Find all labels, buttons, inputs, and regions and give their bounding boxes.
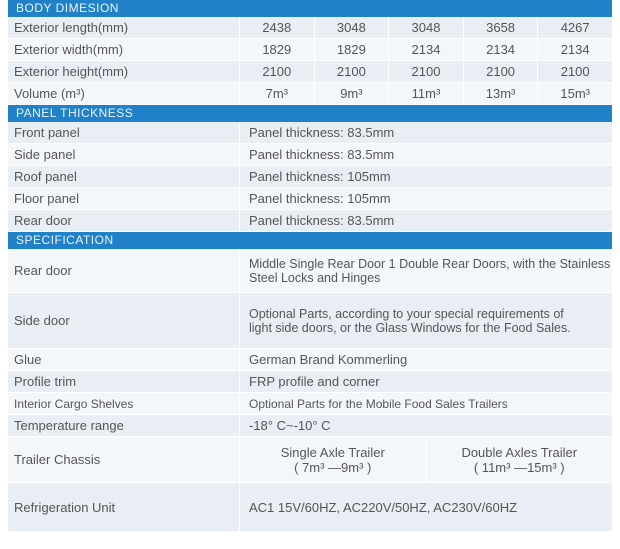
table-row (8, 61, 612, 83)
table-cell: 2100 (262, 64, 292, 79)
table-row (8, 371, 612, 393)
row-value: FRP profile and corner (249, 374, 380, 389)
row-value: German Brand Kommerling (249, 352, 408, 367)
row-value: Panel thickness: 105mm (249, 191, 391, 206)
table-cell: 4267 (537, 17, 612, 38)
row-label: Trailer Chassis (8, 437, 240, 482)
row-value: Panel thickness: 83.5mm (249, 147, 395, 162)
row-value: Panel thickness: 83.5mm (249, 213, 395, 228)
table-row (8, 166, 612, 188)
row-label: Exterior height(mm) (8, 61, 240, 82)
row-label: Interior Cargo Shelves (8, 393, 240, 414)
chassis-double (426, 437, 613, 482)
row-label: Roof panel (8, 166, 240, 187)
chassis-single-title: Single Axle Trailer (280, 444, 385, 460)
row-value: AC1 15V/60HZ, AC220V/50HZ, AC230V/60HZ (249, 499, 518, 515)
row-label: Temperature range (8, 415, 240, 436)
table-cell: 2134 (463, 39, 538, 60)
row-label: Floor panel (8, 188, 240, 209)
row-label: Volume (m³) (8, 83, 240, 104)
table-cell: 3048 (388, 17, 463, 38)
table-cell: 2134 (537, 39, 612, 60)
row-value: -18° C~-10° C (249, 418, 331, 433)
table-cell: 1829 (314, 39, 389, 60)
table-cell: 15m³ (537, 83, 612, 104)
table-cell: 3658 (463, 17, 538, 38)
row-label: Exterior length(mm) (8, 17, 240, 38)
chassis-double-range: ( 11m³ —15m³ ) (473, 459, 565, 475)
table-cell: 2100 (314, 61, 389, 82)
chassis-double-title: Double Axles Trailer (461, 444, 578, 460)
section-header-spec: SPECIFICATION (8, 232, 612, 249)
row-label: Front panel (8, 122, 240, 143)
table-row (8, 83, 612, 105)
table-row (8, 437, 612, 483)
row-value: Optional Parts, according to your special requirements of light side doors, or the Glass Windows for the Food Sales. (249, 306, 571, 335)
table-row (8, 144, 612, 166)
table-cell: 2100 (463, 61, 538, 82)
table-row (8, 415, 612, 437)
chassis-options (240, 437, 612, 482)
table-row (8, 39, 612, 61)
table-cell: 2134 (388, 39, 463, 60)
row-label: Side door (8, 293, 240, 348)
table-cell: 2100 (537, 61, 612, 82)
chassis-single-range: ( 7m³ —9m³ ) (294, 459, 372, 475)
table-cell: 7m³ (265, 86, 288, 101)
table-cell: 2100 (388, 61, 463, 82)
row-value: Panel thickness: 83.5mm (249, 125, 395, 140)
table-row (8, 188, 612, 210)
table-row (8, 210, 612, 232)
table-cell: 1829 (262, 42, 292, 57)
table-row (8, 483, 612, 532)
row-value: Panel thickness: 105mm (249, 169, 391, 184)
section-header-body: BODY DIMESION (8, 0, 612, 17)
spec-table (8, 0, 612, 532)
row-label: Glue (8, 349, 240, 370)
row-label: Refrigeration Unit (8, 483, 240, 531)
table-row (8, 293, 612, 349)
table-row (8, 393, 612, 415)
table-cell: 11m³ (388, 83, 463, 104)
row-label: Side panel (8, 144, 240, 165)
row-label: Rear door (8, 249, 240, 292)
row-value: Middle Single Rear Door 1 Double Rear Doors, with the Stainless Steel Locks and Hinges (249, 256, 611, 285)
row-label: Profile trim (8, 371, 240, 392)
table-cell: 9m³ (314, 83, 389, 104)
table-row (8, 349, 612, 371)
table-row (8, 249, 612, 293)
table-cell: 2438 (262, 20, 292, 35)
table-cell: 3048 (314, 17, 389, 38)
row-label: Rear door (8, 210, 240, 231)
table-cell: 13m³ (463, 83, 538, 104)
chassis-single (240, 437, 426, 482)
table-row (8, 122, 612, 144)
row-label: Exterior width(mm) (8, 39, 240, 60)
row-value: Optional Parts for the Mobile Food Sales Trailers (249, 396, 508, 411)
section-header-panel: PANEL THICKNESS (8, 105, 612, 122)
table-row (8, 17, 612, 39)
